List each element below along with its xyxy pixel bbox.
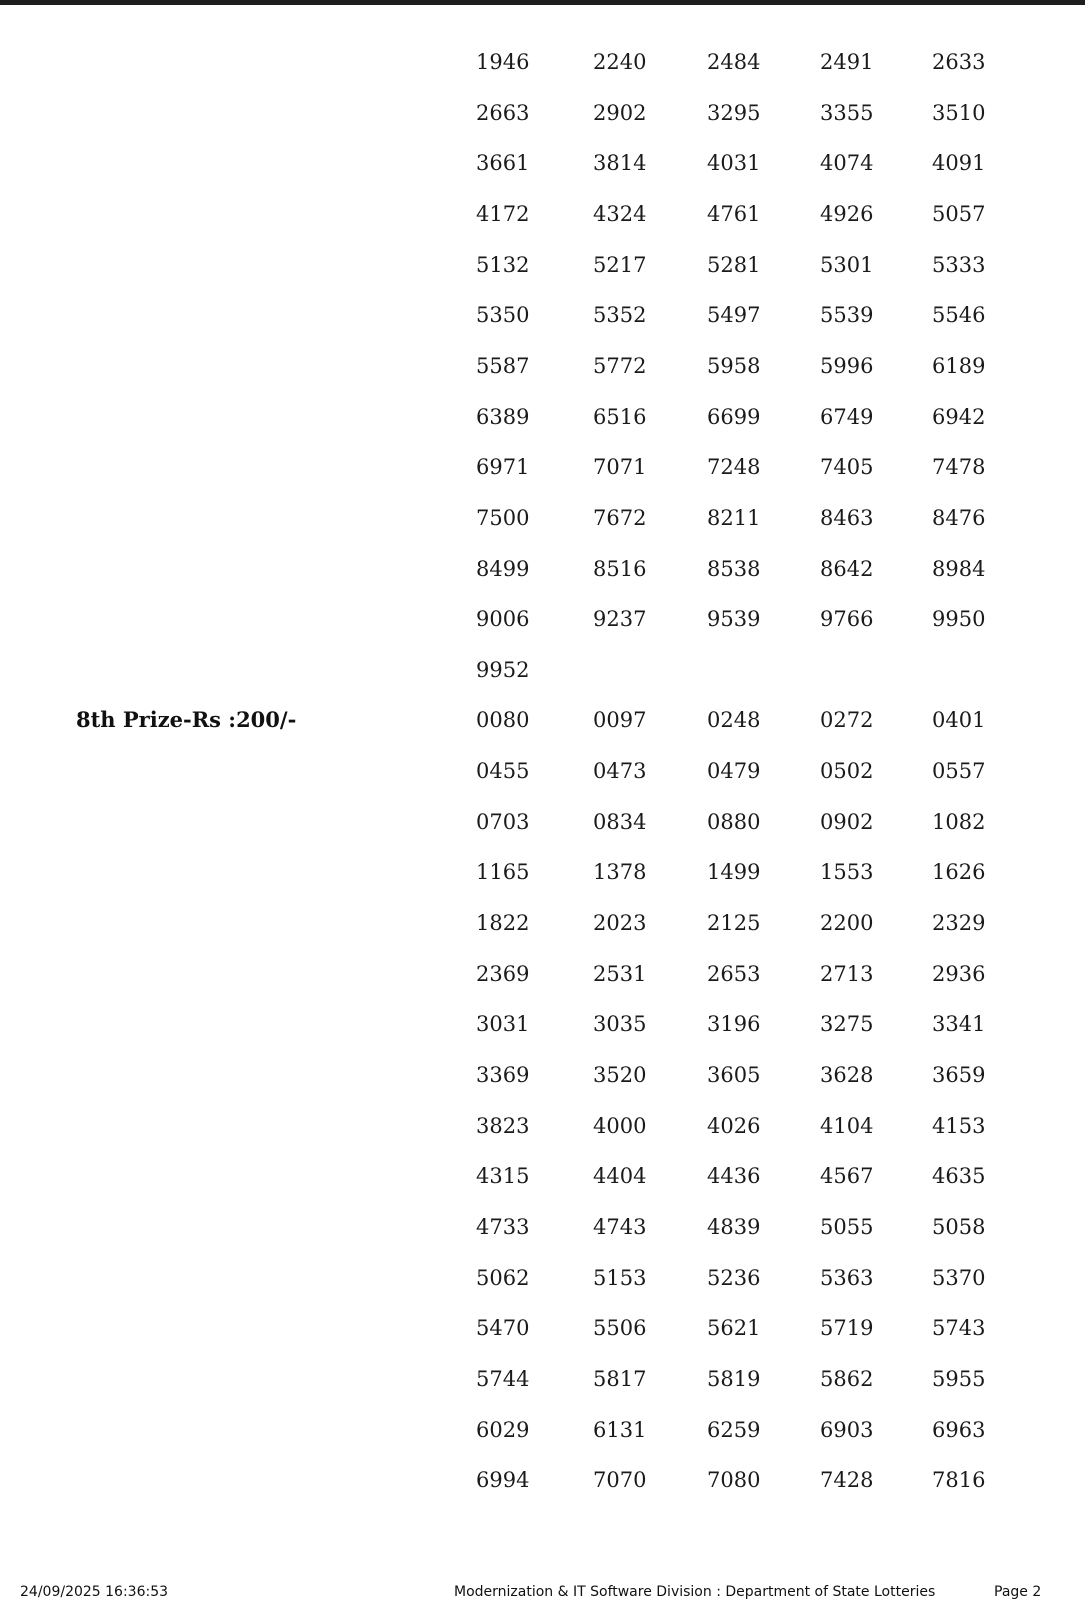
ticket-number: 5955 [932,1367,986,1391]
ticket-number: 0902 [820,810,874,834]
ticket-number: 5539 [820,303,874,327]
ticket-number: 4172 [476,202,530,226]
ticket-number: 7080 [707,1468,761,1492]
ticket-number: 5506 [593,1316,647,1340]
ticket-number: 7405 [820,455,874,479]
ticket-number: 5153 [593,1266,647,1290]
ticket-number: 3510 [932,101,986,125]
ticket-number: 5281 [707,253,761,277]
ticket-number: 7428 [820,1468,874,1492]
ticket-number: 8211 [707,506,761,530]
ticket-number: 5350 [476,303,530,327]
ticket-number: 3031 [476,1012,530,1036]
ticket-number: 0455 [476,759,530,783]
ticket-number: 0097 [593,708,647,732]
ticket-number: 5719 [820,1316,874,1340]
ticket-number: 5587 [476,354,530,378]
ticket-number: 7071 [593,455,647,479]
footer-page-number: Page 2 [994,1584,1042,1600]
ticket-number: 3295 [707,101,761,125]
ticket-number: 1499 [707,860,761,884]
ticket-number: 5301 [820,253,874,277]
ticket-number: 3035 [593,1012,647,1036]
ticket-number: 4635 [932,1164,986,1188]
ticket-number: 2713 [820,962,874,986]
ticket-number: 7248 [707,455,761,479]
ticket-number: 5363 [820,1266,874,1290]
footer-timestamp: 24/09/2025 16:36:53 [20,1584,169,1600]
ticket-number: 1553 [820,860,874,884]
ticket-number: 5819 [707,1367,761,1391]
ticket-number: 5058 [932,1215,986,1239]
ticket-number: 5497 [707,303,761,327]
ticket-number: 4026 [707,1114,761,1138]
ticket-number: 6903 [820,1418,874,1442]
ticket-number: 1082 [932,810,986,834]
ticket-number: 5996 [820,354,874,378]
ticket-number: 5132 [476,253,530,277]
ticket-number: 0401 [932,708,986,732]
ticket-number: 5772 [593,354,647,378]
ticket-number: 4091 [932,151,986,175]
ticket-number: 2369 [476,962,530,986]
ticket-number: 8538 [707,557,761,581]
ticket-number: 5055 [820,1215,874,1239]
ticket-number: 5621 [707,1316,761,1340]
ticket-number: 5744 [476,1367,530,1391]
ticket-number: 9952 [476,658,530,682]
ticket-number: 8984 [932,557,986,581]
ticket-number: 9950 [932,607,986,631]
ticket-number: 5236 [707,1266,761,1290]
ticket-number: 4839 [707,1215,761,1239]
ticket-number: 5958 [707,354,761,378]
ticket-number: 2240 [593,50,647,74]
footer-division: Modernization & IT Software Division : Department of State Lotteries [454,1584,936,1600]
ticket-number: 4153 [932,1114,986,1138]
ticket-number: 4926 [820,202,874,226]
ticket-number: 4000 [593,1114,647,1138]
ticket-number: 5743 [932,1316,986,1340]
ticket-number: 3341 [932,1012,986,1036]
ticket-number: 5057 [932,202,986,226]
ticket-number: 7478 [932,455,986,479]
ticket-number: 3661 [476,151,530,175]
ticket-number: 6029 [476,1418,530,1442]
ticket-number: 4104 [820,1114,874,1138]
ticket-number: 2663 [476,101,530,125]
ticket-number: 6971 [476,455,530,479]
ticket-number: 6942 [932,405,986,429]
ticket-number: 2491 [820,50,874,74]
ticket-number: 1378 [593,860,647,884]
ticket-number: 2484 [707,50,761,74]
ticket-number: 2653 [707,962,761,986]
ticket-number: 7070 [593,1468,647,1492]
ticket-number: 0479 [707,759,761,783]
ticket-number: 1165 [476,860,530,884]
ticket-number: 7500 [476,506,530,530]
ticket-number: 3369 [476,1063,530,1087]
ticket-number: 1626 [932,860,986,884]
ticket-number: 7672 [593,506,647,530]
ticket-number: 4743 [593,1215,647,1239]
ticket-number: 8499 [476,557,530,581]
ticket-number: 6389 [476,405,530,429]
ticket-number: 2329 [932,911,986,935]
ticket-number: 4315 [476,1164,530,1188]
ticket-number: 0557 [932,759,986,783]
ticket-number: 7816 [932,1468,986,1492]
ticket-number: 5817 [593,1367,647,1391]
ticket-number: 0703 [476,810,530,834]
ticket-number: 0473 [593,759,647,783]
ticket-number: 5352 [593,303,647,327]
ticket-number: 6699 [707,405,761,429]
ticket-number: 8516 [593,557,647,581]
ticket-number: 2531 [593,962,647,986]
ticket-number: 0502 [820,759,874,783]
ticket-number: 1822 [476,911,530,935]
ticket-number: 0248 [707,708,761,732]
ticket-number: 2633 [932,50,986,74]
ticket-number: 3196 [707,1012,761,1036]
ticket-number: 3605 [707,1063,761,1087]
ticket-number: 4436 [707,1164,761,1188]
ticket-number: 5862 [820,1367,874,1391]
ticket-number: 2023 [593,911,647,935]
top-border [0,0,1085,5]
ticket-number: 8463 [820,506,874,530]
ticket-number: 2125 [707,911,761,935]
ticket-number: 3823 [476,1114,530,1138]
ticket-number: 4031 [707,151,761,175]
ticket-number: 9006 [476,607,530,631]
ticket-number: 8476 [932,506,986,530]
ticket-number: 5217 [593,253,647,277]
ticket-number: 6259 [707,1418,761,1442]
ticket-number: 5370 [932,1266,986,1290]
ticket-number: 6749 [820,405,874,429]
ticket-number: 2200 [820,911,874,935]
ticket-number: 6994 [476,1468,530,1492]
ticket-number: 1946 [476,50,530,74]
ticket-number: 6963 [932,1418,986,1442]
ticket-number: 5546 [932,303,986,327]
ticket-number: 3520 [593,1063,647,1087]
ticket-number: 4324 [593,202,647,226]
ticket-number: 2936 [932,962,986,986]
ticket-number: 4404 [593,1164,647,1188]
ticket-number: 3814 [593,151,647,175]
ticket-number: 4761 [707,202,761,226]
ticket-number: 4074 [820,151,874,175]
ticket-number: 4567 [820,1164,874,1188]
ticket-number: 3275 [820,1012,874,1036]
ticket-number: 6516 [593,405,647,429]
ticket-number: 4733 [476,1215,530,1239]
ticket-number: 9237 [593,607,647,631]
ticket-number: 0880 [707,810,761,834]
ticket-number: 0834 [593,810,647,834]
prize-label: 8th Prize-Rs :200/- [76,707,297,732]
ticket-number: 8642 [820,557,874,581]
ticket-number: 9539 [707,607,761,631]
ticket-number: 6189 [932,354,986,378]
ticket-number: 0080 [476,708,530,732]
ticket-number: 3355 [820,101,874,125]
ticket-number: 3659 [932,1063,986,1087]
ticket-number: 6131 [593,1418,647,1442]
ticket-number: 5062 [476,1266,530,1290]
ticket-number: 3628 [820,1063,874,1087]
ticket-number: 0272 [820,708,874,732]
ticket-number: 9766 [820,607,874,631]
ticket-number: 2902 [593,101,647,125]
ticket-number: 5470 [476,1316,530,1340]
ticket-number: 5333 [932,253,986,277]
